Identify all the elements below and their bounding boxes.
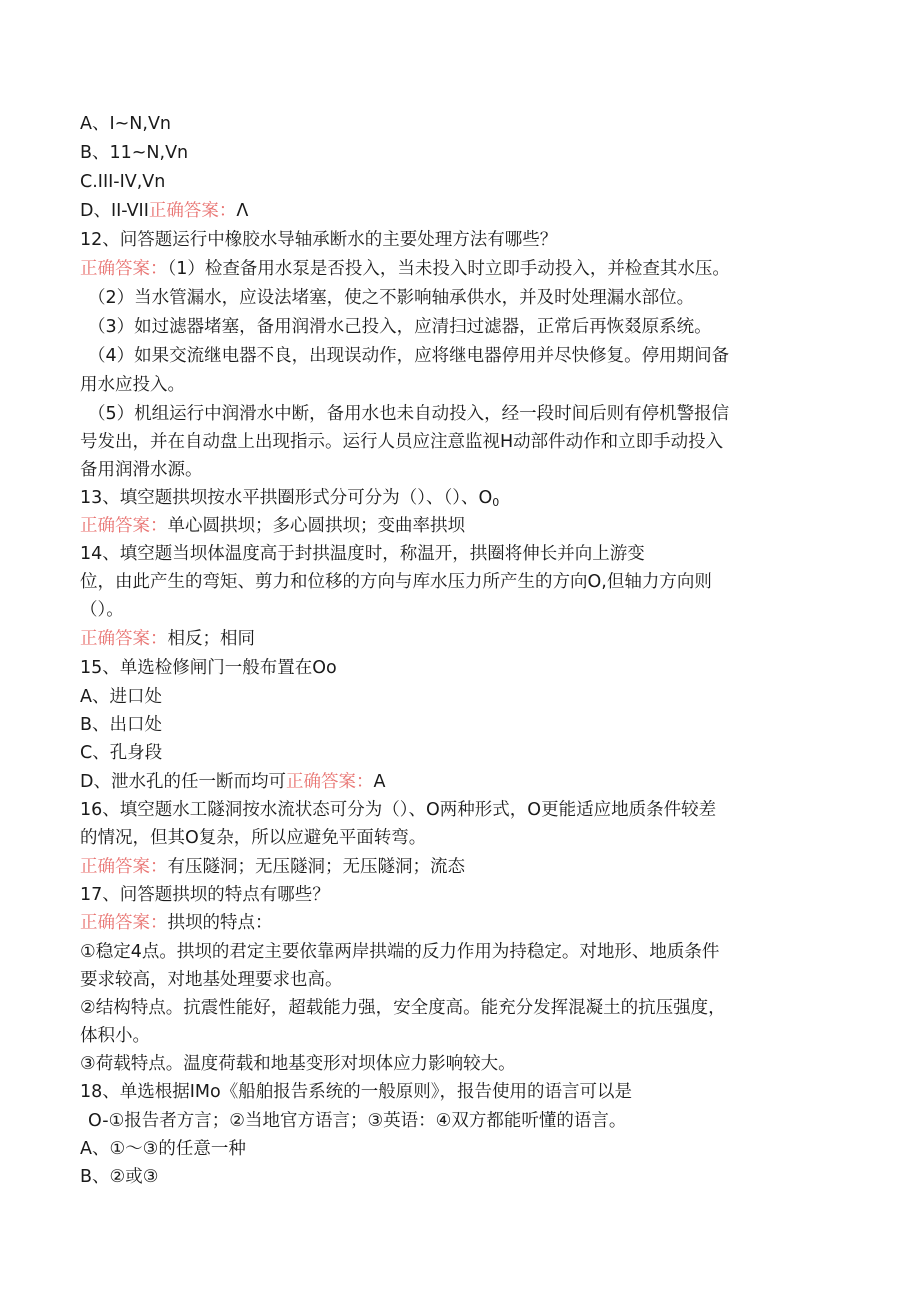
- q12-answer-3: （3）如过滤器堵塞，备用润滑水己投入，应清扫过滤器，正常后再恢叕原系统。: [88, 317, 712, 337]
- q12-answer-1: （1）检查备用水泵是否投入，当未投入时立即手动投入，并检查其水压。: [167, 259, 730, 279]
- q12-question: 12、问答题运行中橡胶水导轴承断水的主要处理方法有哪些？: [80, 230, 558, 250]
- q15-option-c: C、孔身段: [80, 743, 163, 763]
- q18-option-b: B、②或③: [80, 1167, 159, 1187]
- q17-point-2b: 体积小。: [80, 1026, 150, 1046]
- q11-option-d: D、II-VII: [80, 201, 149, 221]
- q11-answer-label: 正确答案：: [148, 201, 237, 221]
- q13-answer-line: [80, 514, 465, 538]
- q13-answer: 单心圆拱坝；多心圆拱坝；变曲率拱坝: [167, 516, 465, 536]
- q12-answer-5b: 号发出，并在自动盘上出现指示。运行人员应注意监视H动部件动作和立即手动投入: [80, 432, 724, 452]
- q12-answer-4a: （4）如果交流继电器不良，出现误动作，应将继电器停用并尽快修复。停用期间备: [88, 346, 730, 366]
- q15-answer: A: [373, 772, 386, 792]
- q11-option-b: B、11~N,Vn: [80, 143, 189, 163]
- q11-option-c: C.III-IV,Vn: [80, 172, 166, 192]
- q17-point-2a: ②结构特点。抗震性能好，超载能力强，安全度高。能充分发挥混凝土的抗压强度，: [80, 998, 726, 1018]
- q15-question: 15、单选检修闸门一般布置在Oo: [80, 658, 337, 678]
- q17-question: 17、问答题拱坝的特点有哪些？: [80, 885, 330, 905]
- q16-answer-line: [80, 855, 465, 879]
- q14-question-2: 位，由此产生的弯矩、剪力和位移的方向与库水压力所产生的方向O,但轴力方向则: [80, 572, 712, 592]
- q16-answer-label: 正确答案：: [80, 857, 168, 877]
- q17-answer-label: 正确答案：: [80, 913, 168, 933]
- q15-answer-label: 正确答案：: [285, 772, 374, 792]
- q14-answer-line: [80, 627, 255, 651]
- q12-answer-5a: （5）机组运行中润滑水中断，备用水也未自动投入，经一段时间后则有停机警报信: [88, 404, 730, 424]
- q13-question-tail: 0: [492, 496, 500, 509]
- q13-answer-label: 正确答案：: [80, 516, 168, 536]
- q15-option-d-line: [80, 770, 385, 794]
- q14-answer: 相反；相同: [167, 629, 255, 649]
- q12-answer-line-1: [80, 257, 730, 281]
- q16-question-1: 16、填空题水工隧洞按水流状态可分为（）、O两种形式，O更能适应地质条件较差: [80, 800, 717, 820]
- q11-option-a: A、I~N,Vn: [80, 114, 172, 134]
- q15-option-d: D、泄水孔的任一断而均可: [80, 772, 286, 792]
- q14-answer-label: 正确答案：: [80, 629, 168, 649]
- q16-answer: 有压隧洞；无压隧洞；无压隧洞；流态: [167, 857, 465, 877]
- q17-answer-line: [80, 911, 273, 935]
- q12-answer-5c: 备用润滑水源。: [80, 460, 203, 480]
- q11-option-d-line: [80, 199, 248, 223]
- q17-point-3: ③荷载特点。温度荷载和地基变形对坝体应力影响较大。: [80, 1054, 516, 1074]
- q18-question-1: 18、单选根据IMo《船舶报告系统的一般原则》，报告使用的语言可以是: [80, 1082, 632, 1102]
- q15-option-a: A、进口处: [80, 687, 162, 707]
- q17-answer-intro: 拱坝的特点：: [167, 913, 273, 933]
- q18-question-2: O-①报告者方言；②当地官方语言；③英语：④双方都能听懂的语言。: [88, 1111, 627, 1131]
- q17-point-1b: 要求较高，对地基处理要求也高。: [80, 970, 343, 990]
- q17-point-1a: ①稳定4点。拱坝的君定主要依靠两岸拱端的反力作用为持稳定。对地形、地质条件: [80, 942, 720, 962]
- q12-answer-4b: 用水应投入。: [80, 375, 185, 395]
- q12-answer-label: 正确答案：: [80, 259, 168, 279]
- q15-option-b: B、出口处: [80, 715, 163, 735]
- q13-question: 13、填空题拱坝按水平拱圈形式分可分为（）、（）、O: [80, 488, 493, 508]
- q13-question-line: [80, 486, 499, 515]
- q16-question-2: 的情况，但其O复杂，所以应避免平面转弯。: [80, 828, 427, 848]
- q11-answer: Λ: [236, 201, 249, 221]
- q14-question-1: 14、填空题当坝体温度高于封拱温度时，称温开，拱圈将伸长并向上游变: [80, 544, 645, 564]
- q12-answer-2: （2）当水管漏水，应设法堵塞，使之不影响轴承供水，并及时处理漏水部位。: [88, 288, 695, 308]
- q14-question-3: （）。: [80, 600, 124, 620]
- q18-option-a: A、①～③的任意一种: [80, 1139, 246, 1159]
